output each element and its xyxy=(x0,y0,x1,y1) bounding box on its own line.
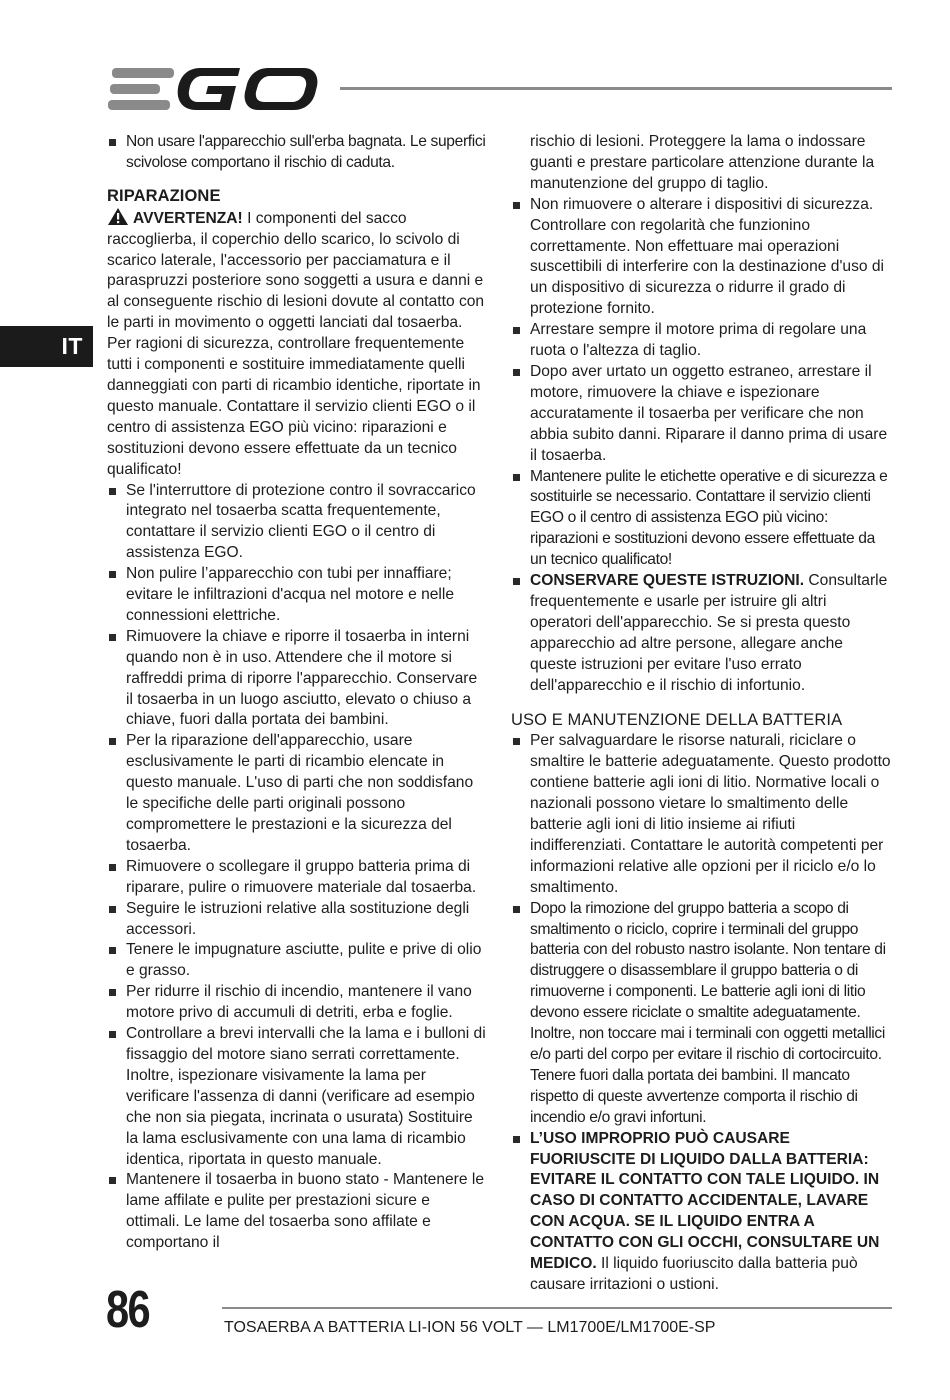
page-number: 86 xyxy=(106,1281,150,1339)
list-item: Mantenere il tosaerba in buono stato - Mantenere le lame affilate e pulite per prestazioni sicure e ottimali. Le lame del tosaerba sono affilate e comportano il xyxy=(107,1170,487,1254)
list-item: Non pulire l’apparecchio con tubi per innaffiare; evitare le infiltrazioni d'acqua nel motore e nelle connessioni elettriche. xyxy=(107,564,487,627)
list-item: Per ridurre il rischio di incendio, mantenere il vano motore privo di accumuli di detriti, erba e foglie. xyxy=(107,982,487,1024)
right-column xyxy=(511,132,891,1296)
conserve-label: CONSERVARE QUESTE ISTRUZIONI. xyxy=(530,572,805,590)
conserve-text: Consultarle frequentemente e usarle per istruire gli altri operatori dell'apparecchio. Se si presta questo apparecchio ad altre persone, allegare anche queste istruzioni per evitare l'uso errato dell'apparecchio e il rischio di infortunio. xyxy=(530,572,888,694)
warning-triangle-icon xyxy=(107,207,129,226)
intro-bullet: Non usare l'apparecchio sull'erba bagnata. Le superfici scivolose comportano il rischio di caduta. xyxy=(107,132,487,174)
section-title-batteria: USO E MANUTENZIONE DELLA BATTERIA xyxy=(511,711,843,730)
list-item: Per la riparazione dell'apparecchio, usare esclusivamente le parti di ricambio elencate in questo manuale. L'uso di parti che non soddisfano le specifiche delle parti originali possono compromettere le prestazioni e la sicurezza del tosaerba. xyxy=(107,731,487,856)
list-item: Arrestare sempre il motore prima di regolare una ruota o l'altezza di taglio. xyxy=(511,320,891,362)
list-item: Se l'interruttore di protezione contro il sovraccarico integrato nel tosaerba scatta frequentemente, contattare il servizio clienti EGO o il centro di assistenza EGO. xyxy=(107,481,487,565)
list-item: Dopo la rimozione del gruppo batteria a scopo di smaltimento o riciclo, coprire i terminali del gruppo batteria con del robusto nastro isolante. Non tentare di distruggere o disassemblare il gruppo batteria o di rimuoverne i componenti. Le batterie agli ioni di litio devono essere riciclate o smaltite adeguatamente. Inoltre, non toccare mai i terminali con oggetti metallici e/o parti del corpo per evitare il rischio di cortocircuito. Tenere fuori dalla portata dei bambini. Il mancato rispetto di queste avvertenze comporta il rischio di incendio e/o gravi infortuni. xyxy=(511,899,891,1129)
list-item: Rimuovere la chiave e riporre il tosaerba in interni quando non è in uso. Attendere che il motore si raffreddi prima di riporre l'apparecchio. Conservare il tosaerba in un luogo asciutto, elevato o chiuso a chiave, fuori dalla portata dei bambini. xyxy=(107,627,487,732)
list-item: Controllare a brevi intervalli che la lama e i bulloni di fissaggio del motore siano serrati correttamente. Inoltre, ispezionare visivamente la lama per verificare l'assenza di danni (verificare ad esempio che non sia piegata, incrinata o usurata) Sostituire la lama esclusivamente con una lama di ricambio identica, riportata in questo manuale. xyxy=(107,1024,487,1170)
warning-paragraph xyxy=(107,207,487,481)
list-item: Non rimuovere o alterare i dispositivi di sicurezza. Controllare con regolarità che funzionino correttamente. Non effettuare mai operazioni suscettibili di interferire con la destinazione d'uso di un dispositivo di sicurezza o ridurre il grado di protezione fornito. xyxy=(511,195,891,320)
list-item: Dopo aver urtato un oggetto estraneo, arrestare il motore, rimuovere la chiave e ispezionare accuratamente il tosaerba per verificare che non abbia subito danni. Riparare il danno prima di usare il tosaerba. xyxy=(511,362,891,467)
misuse-text: Il liquido fuoriuscito dalla batteria può causare irritazioni o ustioni. xyxy=(530,1255,858,1293)
section-title-riparazione: RIPARAZIONE xyxy=(107,186,221,205)
header-rule xyxy=(340,87,892,90)
misuse-bullet xyxy=(511,1129,891,1296)
list-item: Mantenere pulite le etichette operative e di sicurezza e sostituirle se necessario. Contattare il servizio clienti EGO o il centro di assistenza EGO più vicino: riparazioni e sostituzioni devono essere effettuate da un tecnico qualificato! xyxy=(511,467,891,572)
continuation-text: rischio di lesioni. Proteggere la lama o indossare guanti e prestare particolare attenzione durante la manutenzione del gruppo di taglio. xyxy=(530,133,875,192)
language-tab: IT xyxy=(0,326,93,367)
warning-label: AVVERTENZA! xyxy=(133,209,243,227)
misuse-label: L’USO IMPROPRIO PUÒ CAUSARE FUORIUSCITE DI LIQUIDO DALLA BATTERIA: EVITARE IL CONTATTO CON TALE LIQUIDO. IN CASO DI CONTATTO ACCIDENTALE, LAVARE CON ACQUA. SE IL LIQUIDO ENTRA A CONTATTO CON GLI OCCHI, CONSULTARE UN MEDICO. xyxy=(530,1129,880,1273)
list-item: Seguire le istruzioni relative alla sostituzione degli accessori. xyxy=(107,899,487,941)
svg-text:EGO: EGO xyxy=(108,66,111,67)
list-item: Per salvaguardare le risorse naturali, riciclare o smaltire le batterie adeguatamente. Questo prodotto contiene batterie agli ioni di litio. Normative locali o nazionali possono vietare lo smaltimento delle batterie agli ioni di litio insieme ai rifiuti indifferenziati. Contattare le autorità competenti per informazioni relative alle opzioni per il riciclo e/o lo smaltimento. xyxy=(511,731,891,898)
ego-logo xyxy=(108,66,318,112)
conserve-bullet xyxy=(511,571,891,696)
footer-title: TOSAERBA A BATTERIA LI-ION 56 VOLT — LM1700E/LM1700E-SP xyxy=(224,1319,716,1336)
list-item: Tenere le impugnature asciutte, pulite e prive di olio e grasso. xyxy=(107,940,487,982)
warning-text: I componenti del sacco raccoglierba, il coperchio dello scarico, lo scivolo di scarico laterale, l'accessorio per pacciamatura e il paraspruzzi posteriore sono soggetti a usura e danni e al conseguente rischio di lesioni dovute al contatto con le parti in movimento o oggetti lanciati dal tosaerba. Per ragioni di sicurezza, controllare frequentemente tutti i componenti e sostituire immediatamente quelli danneggiati con parti di ricambio identiche, riportate in questo manuale. Contattare il servizio clienti EGO o il centro di assistenza EGO più vicino: riparazioni e sostituzioni devono essere effettuate da un tecnico qualificato! xyxy=(107,209,485,478)
footer-rule xyxy=(222,1307,892,1309)
left-column xyxy=(107,132,487,1254)
list-item: Rimuovere o scollegare il gruppo batteria prima di riparare, pulire o rimuovere materiale dal tosaerba. xyxy=(107,857,487,899)
